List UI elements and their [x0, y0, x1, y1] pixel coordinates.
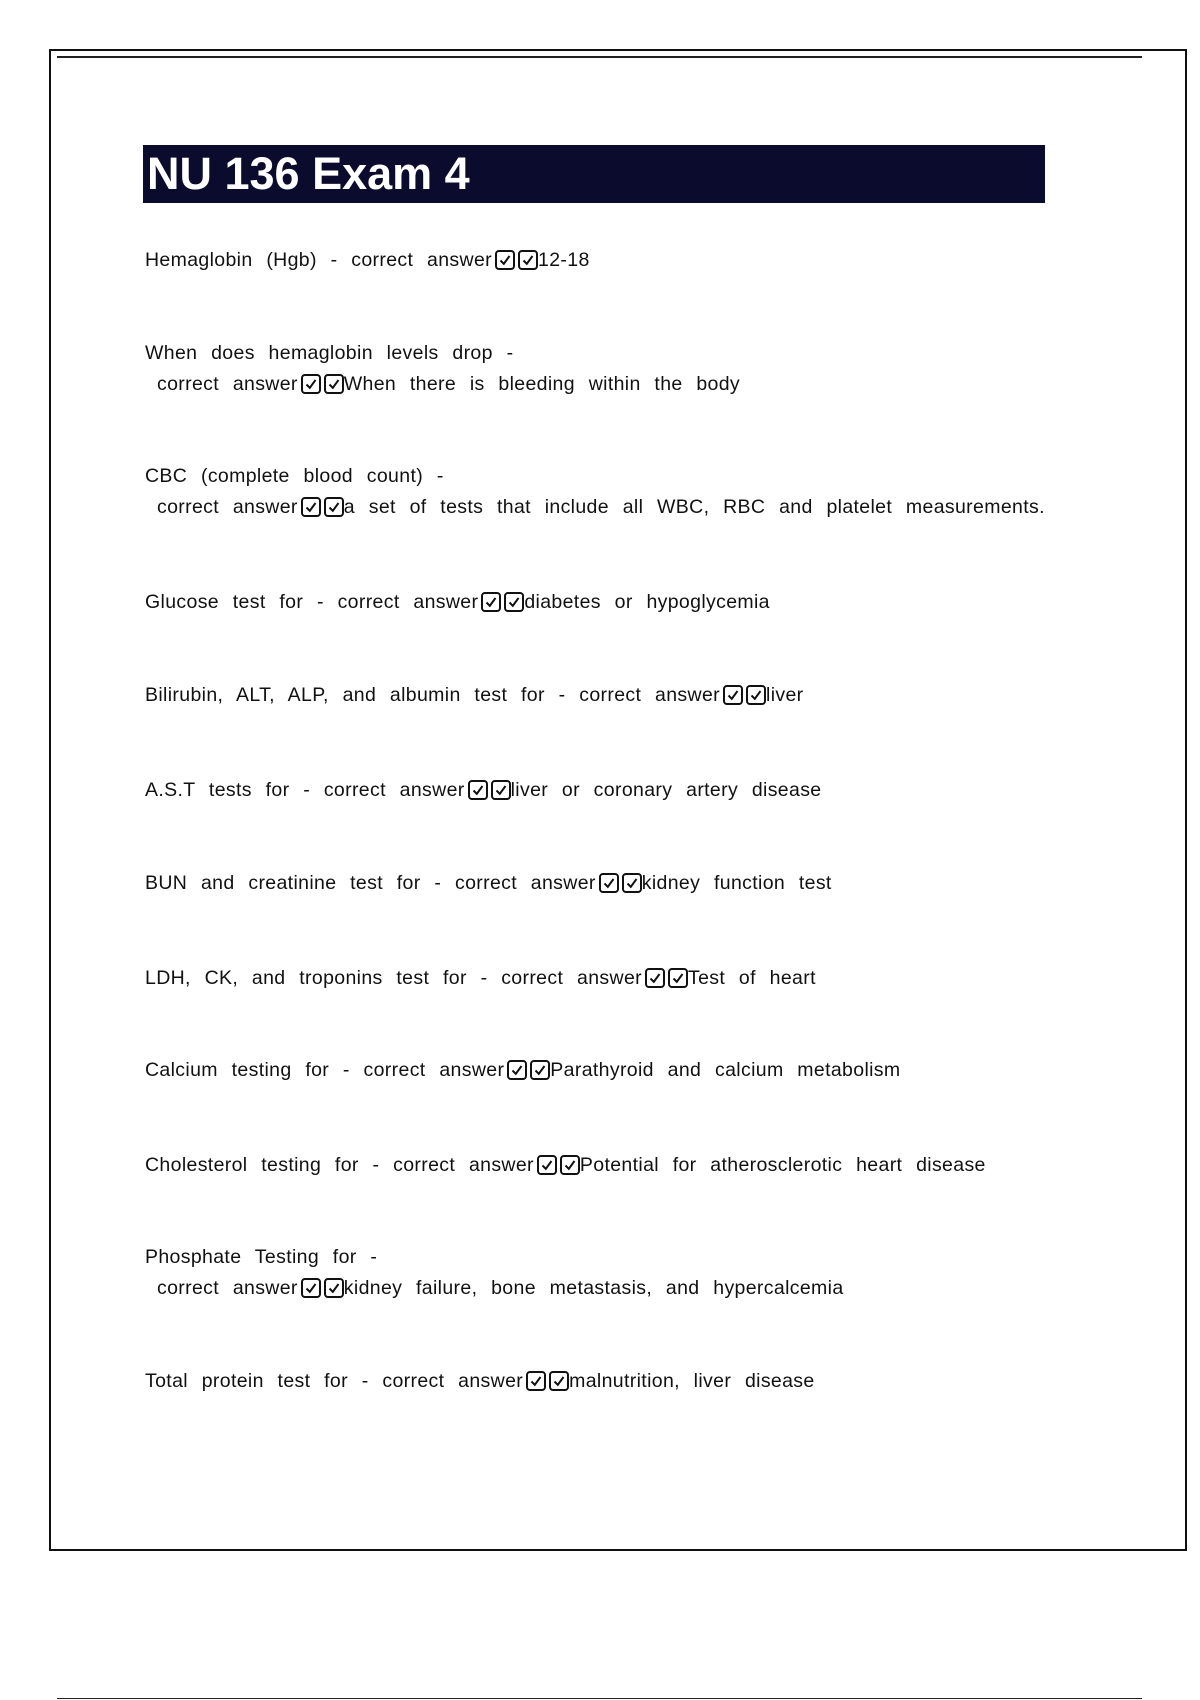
qa-item [145, 1242, 844, 1304]
answer-text: liver or coronary artery disease [510, 779, 822, 801]
answer-text: kidney failure, bone metastasis, and hypercalcemia [343, 1277, 844, 1299]
checkbox-checked-icon [518, 250, 538, 270]
separator: - [420, 872, 455, 894]
checkbox-checked-icon [507, 1060, 527, 1080]
qa-item [145, 587, 770, 618]
question-text: LDH, CK, and troponins test for [145, 967, 467, 989]
answer-label: correct answer [579, 684, 721, 706]
qa-item [145, 461, 1045, 523]
question-text: Hemaglobin (Hgb) [145, 249, 317, 271]
question-text: Total protein test for [145, 1370, 348, 1392]
checkbox-checked-icon [495, 250, 515, 270]
answer-label: correct answer [157, 496, 298, 518]
answer-label: correct answer [454, 872, 596, 894]
separator: - [316, 249, 352, 271]
checkbox-checked-icon [537, 1155, 557, 1175]
qa-item [145, 680, 804, 711]
checkbox-checked-icon [491, 780, 511, 800]
checkbox-checked-icon [301, 1278, 321, 1298]
checkbox-checked-icon [324, 374, 344, 394]
question-text: Calcium testing for [145, 1059, 330, 1081]
checkbox-checked-icon [723, 685, 743, 705]
checkbox-checked-icon [599, 873, 619, 893]
checkbox-checked-icon [549, 1371, 569, 1391]
qa-item [145, 338, 740, 400]
answer-text: Test of heart [687, 967, 816, 989]
answer-text: diabetes or hypoglycemia [524, 591, 770, 613]
answer-label: correct answer [501, 967, 642, 989]
separator: - [347, 1370, 383, 1392]
separator: - [492, 342, 514, 364]
checkbox-checked-icon [560, 1155, 580, 1175]
separator: - [303, 591, 338, 613]
answer-text: kidney function test [641, 872, 832, 894]
answer-text: Potential for atherosclerotic heart disease [579, 1154, 986, 1176]
separator: - [289, 779, 324, 801]
separator: - [466, 967, 502, 989]
separator: - [358, 1154, 394, 1176]
separator: - [356, 1246, 378, 1268]
answer-label: correct answer [157, 1277, 298, 1299]
qa-item [145, 868, 832, 899]
checkbox-checked-icon [301, 497, 321, 517]
question-text: Cholesterol testing for [145, 1154, 359, 1176]
answer-text: liver [766, 684, 804, 706]
checkbox-checked-icon [301, 374, 321, 394]
bottom-rule [57, 1698, 1142, 1699]
question-text: Glucose test for [145, 591, 304, 613]
answer-label: correct answer [157, 373, 298, 395]
answer-label: correct answer [337, 591, 479, 613]
checkbox-checked-icon [746, 685, 766, 705]
answer-text: 12-18 [538, 249, 590, 271]
question-text: CBC (complete blood count) [145, 465, 424, 487]
checkbox-checked-icon [481, 592, 501, 612]
checkbox-checked-icon [504, 592, 524, 612]
checkbox-checked-icon [526, 1371, 546, 1391]
question-text: When does hemaglobin levels drop [145, 342, 493, 364]
qa-item [145, 963, 816, 994]
answer-text: malnutrition, liver disease [569, 1370, 815, 1392]
checkbox-checked-icon [468, 780, 488, 800]
answer-label: correct answer [351, 249, 493, 271]
question-text: A.S.T tests for [145, 779, 290, 801]
checkbox-checked-icon [530, 1060, 550, 1080]
checkbox-checked-icon [324, 497, 344, 517]
answer-label: correct answer [393, 1154, 534, 1176]
qa-item [145, 245, 590, 276]
answer-label: correct answer [323, 779, 465, 801]
answer-text: Parathyroid and calcium metabolism [550, 1059, 901, 1081]
checkbox-checked-icon [622, 873, 642, 893]
qa-item [145, 1366, 815, 1397]
answer-label: correct answer [382, 1370, 524, 1392]
answer-text: When there is bleeding within the body [343, 373, 741, 395]
qa-item [145, 1055, 901, 1086]
qa-item [145, 1150, 986, 1181]
separator: - [544, 684, 580, 706]
question-text: Phosphate Testing for [145, 1246, 357, 1268]
checkbox-checked-icon [668, 968, 688, 988]
separator: - [329, 1059, 364, 1081]
question-text: BUN and creatinine test for [145, 872, 421, 894]
qa-item [145, 775, 822, 806]
page-title: NU 136 Exam 4 [143, 145, 1045, 203]
answer-text: a set of tests that include all WBC, RBC and platelet measurements. [343, 496, 1045, 518]
separator: - [423, 465, 444, 487]
checkbox-checked-icon [324, 1278, 344, 1298]
answer-label: correct answer [363, 1059, 505, 1081]
checkbox-checked-icon [645, 968, 665, 988]
question-text: Bilirubin, ALT, ALP, and albumin test for [145, 684, 545, 706]
